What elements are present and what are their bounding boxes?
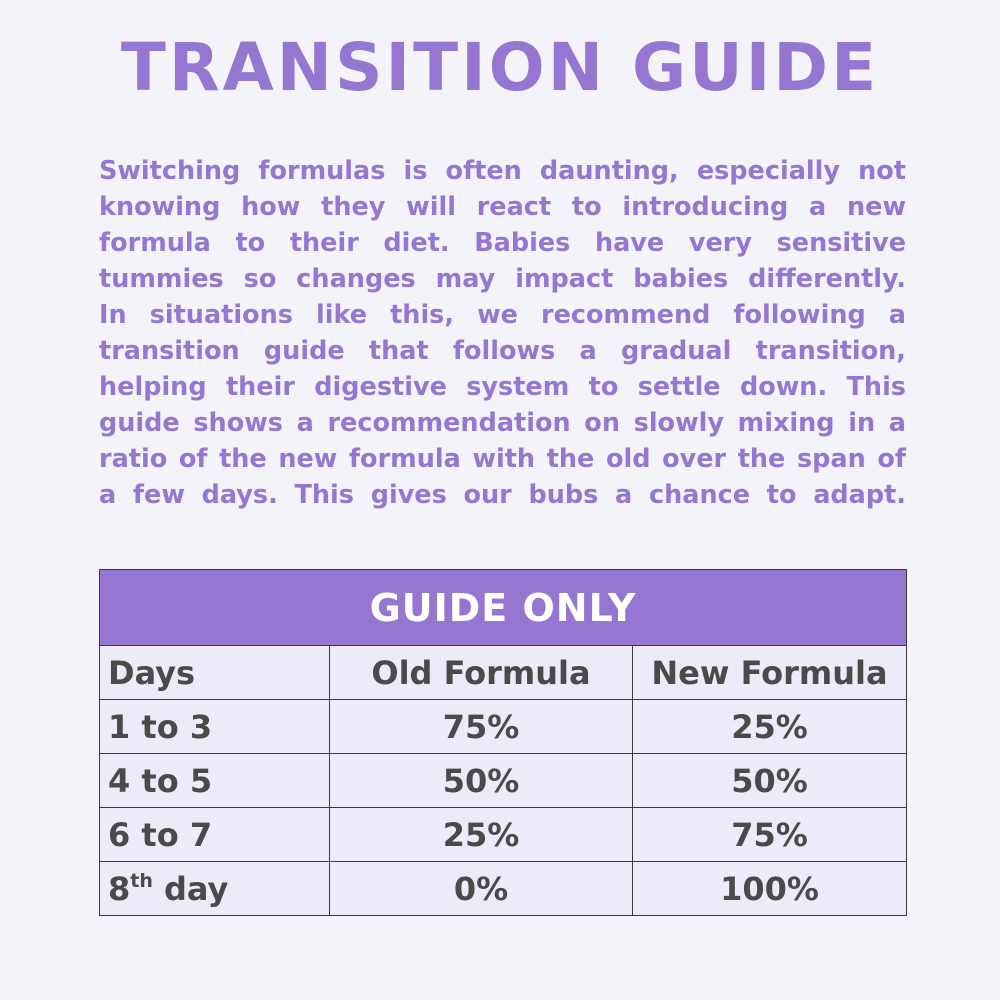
days-ordinal-suffix: th <box>130 869 153 892</box>
cell-days <box>100 862 330 916</box>
intro-line: ratio of the new formula with the old over the span of <box>99 444 906 474</box>
intro-line: knowing how they will react to introducing a new <box>99 192 906 222</box>
table-row <box>100 862 907 916</box>
page-title: TRANSITION GUIDE <box>120 29 880 106</box>
header-old-formula: Old Formula <box>330 646 633 700</box>
intro-line: In situations like this, we recommend following a <box>99 300 906 330</box>
intro-line: guide shows a recommendation on slowly mixing in a <box>99 408 906 438</box>
intro-line: Switching formulas is often daunting, especially not <box>99 156 906 186</box>
intro-line: formula to their diet. Babies have very sensitive <box>99 228 906 258</box>
table-banner-row <box>100 570 907 646</box>
cell-old-formula: 25% <box>330 808 633 862</box>
header-new-formula: New Formula <box>633 646 907 700</box>
intro-line: transition guide that follows a gradual transition, <box>99 336 906 366</box>
table-row <box>100 808 907 862</box>
cell-days: 1 to 3 <box>100 700 330 754</box>
table-row <box>100 754 907 808</box>
cell-days: 4 to 5 <box>100 754 330 808</box>
table-header-row <box>100 646 907 700</box>
cell-new-formula: 25% <box>633 700 907 754</box>
cell-new-formula: 50% <box>633 754 907 808</box>
cell-days: 6 to 7 <box>100 808 330 862</box>
days-number: 8 <box>108 869 131 908</box>
cell-old-formula: 0% <box>330 862 633 916</box>
intro-line: tummies so changes may impact babies differently. <box>99 264 906 294</box>
days-word: day <box>152 869 229 908</box>
transition-table <box>99 569 907 916</box>
table-banner: GUIDE ONLY <box>100 570 907 646</box>
cell-new-formula: 75% <box>633 808 907 862</box>
cell-old-formula: 75% <box>330 700 633 754</box>
intro-line: helping their digestive system to settle down. This <box>99 372 906 402</box>
table-row <box>100 700 907 754</box>
cell-old-formula: 50% <box>330 754 633 808</box>
cell-new-formula: 100% <box>633 862 907 916</box>
header-days: Days <box>100 646 330 700</box>
intro-paragraph <box>99 153 906 513</box>
intro-line: a few days. This gives our bubs a chance to adapt. <box>99 480 906 510</box>
